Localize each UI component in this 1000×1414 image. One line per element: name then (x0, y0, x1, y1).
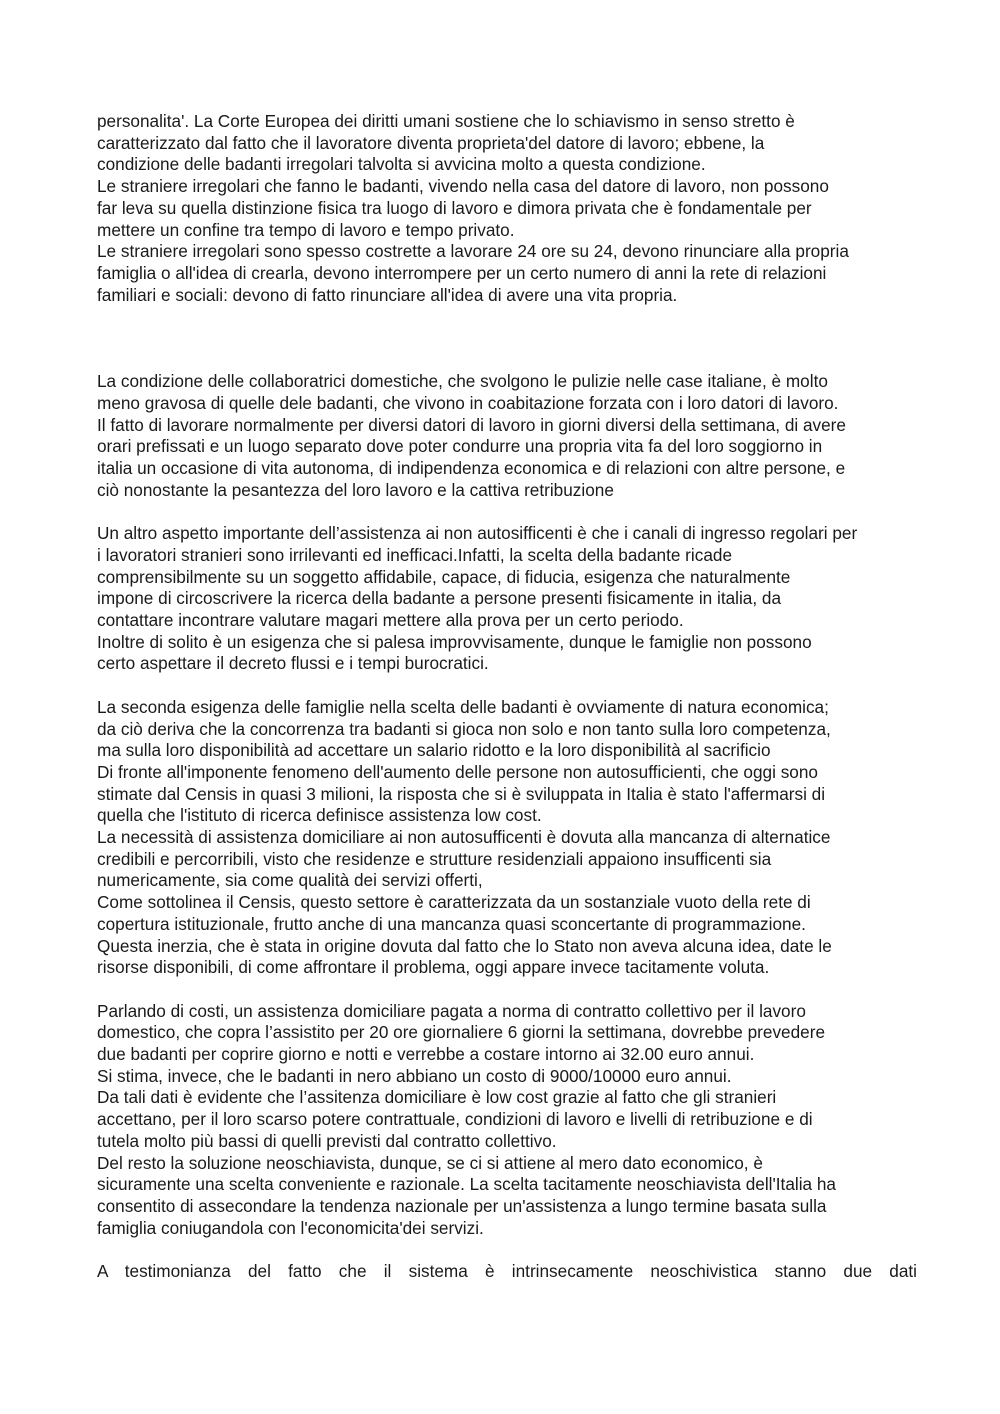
text-line: impone di circoscrivere la ricerca della badante a persone presenti fisicamente in italia, da (97, 588, 782, 609)
paragraph-3 (97, 523, 919, 675)
blank-line (97, 1239, 919, 1261)
text-line: copertura istituzionale, frutto anche di una mancanza quasi sconcertante di programmazione. (97, 913, 806, 934)
text-line: accettano, per il loro scarso potere contrattuale, condizioni di lavoro e livelli di retribuzione e di (97, 1109, 813, 1130)
text-line: caratterizzato dal fatto che il lavoratore diventa proprieta'del datore di lavoro; ebbene, la (97, 132, 765, 153)
paragraph-4 (97, 697, 919, 979)
text-line: ma sulla loro disponibilità ad accettare un salario ridotto e la loro disponibilità al sacrificio (97, 740, 771, 761)
text-line: contattare incontrare valutare magari mettere alla prova per un certo periodo. (97, 610, 684, 631)
text-line: famiglia coniugandola con l'economicita'dei servizi. (97, 1217, 484, 1238)
text-line: comprensibilmente su un soggetto affidabile, capace, di fiducia, esigenza che naturalmente (97, 566, 791, 587)
text-line: meno gravosa di quelle dele badanti, che vivono in coabitazione forzata con i loro datori di lavoro. (97, 393, 839, 414)
text-line: domestico, che copra l’assistito per 20 ore giornaliere 6 giorni la settimana, dovrebbe prevedere (97, 1022, 826, 1043)
text-line: da ciò deriva che la concorrenza tra badanti si gioca non solo e non tanto sulla loro competenza, (97, 718, 831, 739)
text-line: condizione delle badanti irregolari talvolta si avvicina molto a questa condizione. (97, 154, 706, 175)
text-line: Le straniere irregolari che fanno le badanti, vivendo nella casa del datore di lavoro, non possono (97, 176, 829, 197)
text-line: i lavoratori stranieri sono irrilevanti ed inefficaci.Infatti, la scelta della badante ricade (97, 544, 732, 565)
text-line: Questa inerzia, che è stata in origine dovuta dal fatto che lo Stato non aveva alcuna idea, date le (97, 935, 832, 956)
text-line: Parlando di costi, un assistenza domiciliare pagata a norma di contratto collettivo per il lavoro (97, 1000, 806, 1021)
text-line: ciò nonostante la pesantezza del loro lavoro e la cattiva retribuzione (97, 479, 614, 500)
text-line: Si stima, invece, che le badanti in nero abbiano un costo di 9000/10000 euro annui. (97, 1065, 732, 1086)
text-line: due badanti per coprire giorno e notti e verrebbe a costare intorno ai 32.00 euro annui. (97, 1044, 755, 1065)
text-line: La necessità di assistenza domiciliare ai non autosufficenti è dovuta alla mancanza di alternatice (97, 827, 831, 848)
text-line: La seconda esigenza delle famiglie nella scelta delle badanti è ovviamente di natura economica; (97, 696, 829, 717)
text-line: Il fatto di lavorare normalmente per diversi datori di lavoro in giorni diversi della settimana, di avere (97, 414, 846, 435)
text-line: La condizione delle collaboratrici domestiche, che svolgono le pulizie nelle case italiane, è molto (97, 371, 828, 392)
text-line: italia un occasione di vita autonoma, di indipendenza economica e di relazioni con altre persone, e (97, 458, 846, 479)
text-line: Del resto la soluzione neoschiavista, dunque, se ci si attiene al mero dato economico, è (97, 1152, 763, 1173)
text-line: sicuramente una scelta conveniente e razionale. La scelta tacitamente neoschiavista dell'Italia ha (97, 1174, 836, 1195)
text-line: Un altro aspetto importante dell’assistenza ai non autosifficenti è che i canali di ingresso regolari per (97, 523, 858, 544)
document-page (97, 111, 919, 1283)
text-line: Le straniere irregolari sono spesso costrette a lavorare 24 ore su 24, devono rinunciare alla propria (97, 241, 849, 262)
text-line: tutela molto più bassi di quelli previsti dal contratto collettivo. (97, 1130, 557, 1151)
text-line: mettere un confine tra tempo di lavoro e tempo privato. (97, 219, 515, 240)
text-line: Di fronte all'imponente fenomeno dell'aumento delle persone non autosufficienti, che oggi sono (97, 761, 818, 782)
text-line: stimate dal Censis in quasi 3 milioni, la risposta che si è sviluppata in Italia è stato l'affermarsi di (97, 783, 826, 804)
text-line: risorse disponibili, di come affrontare il problema, oggi appare invece tacitamente voluta. (97, 957, 770, 978)
paragraph-2 (97, 371, 919, 501)
text-line: credibili e percorribili, visto che residenze e strutture residenziali appaiono insufficenti sia (97, 848, 772, 869)
text-line: Inoltre di solito è un esigenza che si palesa improvvisamente, dunque le famiglie non possono (97, 631, 812, 652)
text-line: far leva su quella distinzione fisica tra luogo di lavoro e dimora privata che è fondamentale per (97, 197, 812, 218)
text-line: consentito di assecondare la tendenza nazionale per un'assistenza a lungo termine basata sulla (97, 1196, 827, 1216)
blank-line (97, 675, 919, 697)
text-line: personalita'. La Corte Europea dei diritti umani sostiene che lo schiavismo in senso stretto è (97, 111, 795, 131)
text-line: A testimonianza del fatto che il sistema è intrinsecamente neoschivistica stanno due dati (97, 1261, 917, 1282)
text-line: quella che l'istituto di ricerca definisce assistenza low cost. (97, 805, 542, 826)
text-line: Come sottolinea il Censis, questo settore è caratterizzata da un sostanziale vuoto della rete di (97, 892, 811, 913)
paragraph-5 (97, 1001, 919, 1240)
paragraph-1 (97, 111, 919, 306)
text-line: numericamente, sia come qualità dei servizi offerti, (97, 870, 483, 891)
text-line: orari prefissati e un luogo separato dove poter condurre una propria vita fa del loro soggiorno in (97, 436, 823, 457)
blank-space (97, 306, 919, 371)
text-line: Da tali dati è evidente che l’assitenza domiciliare è low cost grazie al fatto che gli stranieri (97, 1087, 777, 1108)
blank-line (97, 502, 919, 524)
blank-line (97, 979, 919, 1001)
text-line: famiglia o all'idea di crearla, devono interrompere per un certo numero di anni la rete di relazioni (97, 262, 827, 283)
text-line: certo aspettare il decreto flussi e i tempi burocratici. (97, 653, 489, 674)
paragraph-6 (97, 1261, 919, 1283)
text-line: familiari e sociali: devono di fatto rinunciare all'idea di avere una vita propria. (97, 284, 678, 305)
